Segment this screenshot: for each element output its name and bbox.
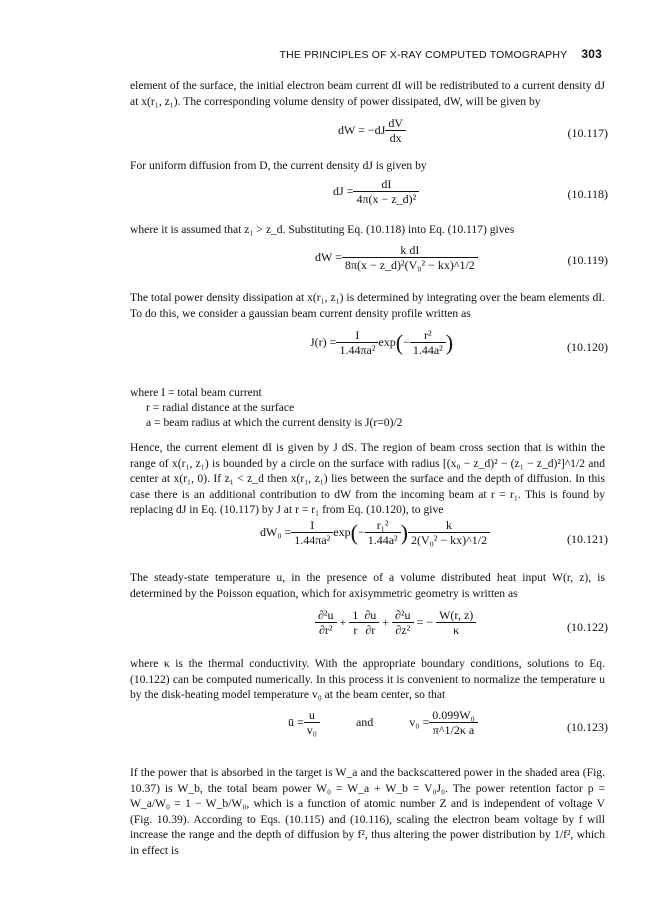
eq122-term-1: $\frac{\text{∂²u}}{\text{∂r²}}$ — [315, 608, 337, 637]
paragraph-5: Hence, the current element dI is given by J dS. The region of beam cross section that is within the range of x(r₁, z₁) is bounded by a circle on the surface with radius [(x₀ − z_d)² − (z₁ − z_d)²]^1/2 and center at x(r₁, 0). If z₁ < z_d then x(r₁, z₁) lies between the surface and the depth of diffusion. In this case there is an additional contribution to dW from the incoming beam at r = r₁. This is found by replacing dJ in Eq. (10.117) by J at r = r₁ from Eq. (10.120), to give — [130, 441, 605, 516]
definition-I: where I = total beam current — [130, 386, 262, 399]
equation-10-122 — [130, 608, 608, 648]
eq123-lhs: ū = — [288, 715, 304, 729]
paragraph-8: If the power that is absorbed in the target is W_a and the backscattered power in the shaded area (Fig. 10.37) is W_b, the total beam power W₀ = W_a + W_b = V₀J₀. The power retention factor p = W_a/W₀ = 1 − W_b/W₀, which is a function of atomic number Z and is independent of voltage V (Fig. 10.39). According to Eqs. (10.115) and (10.116), scaling the electron beam voltage by f will increase the range and the depth of diffusion by f², thus altering the power distribution by 1/f², which in effect is — [130, 766, 605, 857]
eq121-fraction: $\frac{I}{\text{1.44πa²}}$ — [291, 518, 333, 547]
eq120-paren-open: ( — [395, 329, 404, 355]
eq118-lhs: dJ = — [333, 184, 354, 198]
eq123-lhs2: v₀ = — [409, 715, 430, 729]
eq120-number: (10.120) — [567, 340, 608, 354]
eq120-minus: − — [403, 335, 410, 349]
eq120-paren-close: ) — [445, 329, 454, 355]
paragraph-4: The total power density dissipation at x(r₁, z₁) is determined by integrating over the beam elements dI. To do this, we consider a gaussian beam current density profile written as — [130, 291, 605, 320]
eq120-fraction: $\frac{I}{\text{1.44πa²}}$ — [336, 328, 378, 357]
eq120-exp-fraction: $\frac{\text{r²}}{\text{1.44a²}}$ — [410, 328, 446, 357]
equation-10-118 — [130, 177, 608, 213]
equation-10-119 — [130, 243, 608, 279]
eq121-number: (10.121) — [567, 532, 608, 546]
paragraph-3: where it is assumed that z₁ > z_d. Substituting Eq. (10.118) into Eq. (10.117) gives — [130, 223, 515, 236]
running-header — [280, 47, 603, 61]
eq121-paren-close: ) — [400, 519, 408, 545]
eq121-k-fraction: $\frac{k}{\text{2(V₀² − kx)\textasciicircum{}1/2}}$ — [408, 518, 490, 547]
eq118-fraction: $\frac{dI}{\text{4π(x − z\_d)²}}$ — [353, 177, 419, 206]
header-title: THE PRINCIPLES OF X-RAY COMPUTED TOMOGRAPHY — [279, 49, 568, 61]
eq119-number: (10.119) — [567, 253, 608, 267]
equation-10-120 — [130, 328, 608, 368]
eq122-equals: = − — [413, 615, 437, 629]
definitions-list — [130, 385, 402, 430]
eq122-plus-2: + — [379, 615, 393, 629]
equation-10-121 — [130, 518, 608, 562]
eq117-fraction: $\frac{dV}{dx}$ — [385, 116, 406, 145]
eq119-fraction: $\frac{\text{k dI}}{\text{8π(x − z\_d)²(V₀² − kx)\textasciicircum{}1/2}}$ — [342, 243, 478, 272]
eq117-number: (10.117) — [567, 126, 608, 140]
eq121-exp: exp — [333, 525, 351, 539]
paragraph-7: where κ is the thermal conductivity. With the appropriate boundary conditions, solutions to Eq. (10.122) can be computed numerically. In this process it is convenient to normalize the temperature u by the disk-heating model temperature v₀ at the beam center, so that — [130, 657, 605, 701]
eq119-lhs: dW = — [315, 250, 342, 264]
page-number: 303 — [581, 47, 602, 61]
eq121-lhs: dW₀ = — [260, 525, 292, 539]
eq122-number: (10.122) — [567, 620, 608, 634]
eq121-paren-open: ( — [350, 519, 358, 545]
equation-10-117 — [130, 116, 608, 152]
equation-10-123 — [130, 708, 608, 748]
eq118-number: (10.118) — [567, 187, 608, 201]
eq122-term-3: $\frac{\partial u}{\partial r}$ — [361, 608, 379, 637]
eq121-minus: − — [357, 525, 365, 539]
eq121-exp-fraction: $\frac{\text{r₁²}}{\text{1.44a²}}$ — [365, 518, 401, 547]
eq120-lhs: J(r) = — [310, 335, 337, 349]
paragraph-2: For uniform diffusion from D, the current density dJ is given by — [130, 159, 427, 172]
paragraph-1: element of the surface, the initial electron beam current dI will be redistributed to a current density dJ at x(r₁, z₁). The corresponding volume density of power dissipated, dW, will be given by — [130, 79, 605, 108]
eq123-fraction: $\frac{u}{\text{v₀}}$ — [304, 708, 320, 737]
paragraph-6: The steady-state temperature u, in the presence of a volume distributed heat input W(r, z), is determined by the Poisson equation, which for axisymmetric geometry is written as — [130, 571, 605, 600]
eq122-rhs: $\frac{W(r, z)}{\kappa}$ — [436, 608, 476, 637]
eq122-term-2: $\frac{1}{r}$ — [349, 608, 361, 637]
eq122-term-4: $\frac{\text{∂²u}}{\text{∂z²}}$ — [392, 608, 414, 637]
eq123-fraction-2: $\frac{\text{0.099W₀}}{\text{π\textasciicircum{}1/2κ a}}$ — [429, 708, 478, 737]
eq122-plus-1: + — [336, 615, 350, 629]
eq123-and: and — [355, 715, 374, 729]
eq120-exp: exp — [378, 335, 396, 349]
eq117-lhs: dW = −dJ — [338, 123, 386, 137]
definition-a: a = beam radius at which the current density is J(r=0)/2 — [146, 416, 403, 429]
definition-r: r = radial distance at the surface — [146, 401, 295, 414]
eq123-number: (10.123) — [567, 720, 608, 734]
